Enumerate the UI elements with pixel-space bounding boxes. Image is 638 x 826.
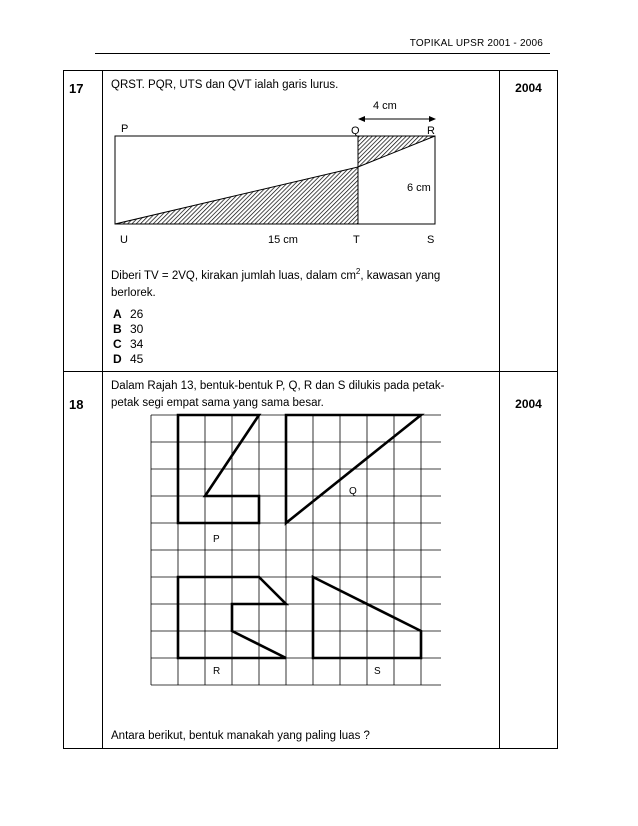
question-intro-line2: petak segi empat sama yang sama besar.	[111, 397, 324, 409]
shape-label-r: R	[213, 666, 221, 677]
question-text-pre: Diberi TV = 2VQ, kirakan jumlah luas, dalam cm	[111, 269, 356, 282]
question-text: Antara berikut, bentuk manakah yang paling luas ?	[111, 730, 370, 742]
label-s: S	[427, 234, 435, 246]
dim-top-label: 4 cm	[373, 100, 397, 112]
option-a[interactable]	[113, 307, 143, 322]
arrowhead-right	[429, 116, 436, 122]
question-text-post: , kawasan yang	[360, 269, 441, 282]
arrowhead-left	[358, 116, 365, 122]
dim-bottom-label: 15 cm	[268, 234, 298, 246]
question-text	[111, 263, 440, 302]
dim-side-label: 6 cm	[407, 182, 431, 194]
option-c[interactable]	[113, 337, 143, 352]
question-row-17	[64, 71, 558, 372]
header-rule	[95, 53, 550, 54]
question-text-superscript: 2	[355, 267, 361, 276]
question-number: 17	[69, 81, 84, 96]
question-text-line2: berlorek.	[111, 286, 156, 299]
question-number-cell	[64, 71, 103, 372]
question-number: 18	[69, 397, 84, 412]
option-letter: D	[113, 352, 122, 366]
option-letter: C	[113, 337, 122, 351]
page-header-title: TOPIKAL UPSR 2001 - 2006	[409, 38, 543, 49]
option-letter: A	[113, 307, 122, 321]
question-row-18	[64, 372, 558, 749]
question-body-17	[103, 71, 500, 372]
option-value: 34	[130, 337, 144, 351]
shape-label-s: S	[374, 666, 381, 677]
trapezium-figure	[103, 91, 463, 256]
option-d[interactable]	[113, 352, 143, 367]
question-body-18	[103, 372, 500, 749]
question-number-cell	[64, 372, 103, 749]
option-letter: B	[113, 322, 122, 336]
label-q: Q	[351, 125, 360, 137]
shapes-grid-figure	[141, 410, 441, 695]
question-year: 2004	[515, 81, 542, 95]
option-value: 45	[130, 352, 144, 366]
year-cell	[500, 372, 558, 749]
option-value: 30	[130, 322, 144, 336]
label-u: U	[120, 234, 128, 246]
shaded-triangle-top	[358, 136, 435, 167]
question-intro	[111, 378, 444, 412]
label-t: T	[353, 234, 360, 246]
option-b[interactable]	[113, 322, 143, 337]
square-grid	[151, 415, 441, 685]
label-r: R	[427, 125, 435, 137]
questions-table	[63, 70, 558, 749]
year-cell	[500, 71, 558, 372]
shaded-triangle-bottom	[115, 167, 358, 224]
shape-label-q: Q	[349, 486, 357, 497]
option-value: 26	[130, 307, 144, 321]
question-intro-line1: Dalam Rajah 13, bentuk-bentuk P, Q, R dan S dilukis pada petak-	[111, 380, 445, 392]
question-intro: QRST. PQR, UTS dan QVT ialah garis lurus.	[111, 79, 339, 91]
question-year: 2004	[515, 397, 542, 411]
label-p: P	[121, 123, 129, 135]
shape-label-p: P	[213, 534, 220, 545]
